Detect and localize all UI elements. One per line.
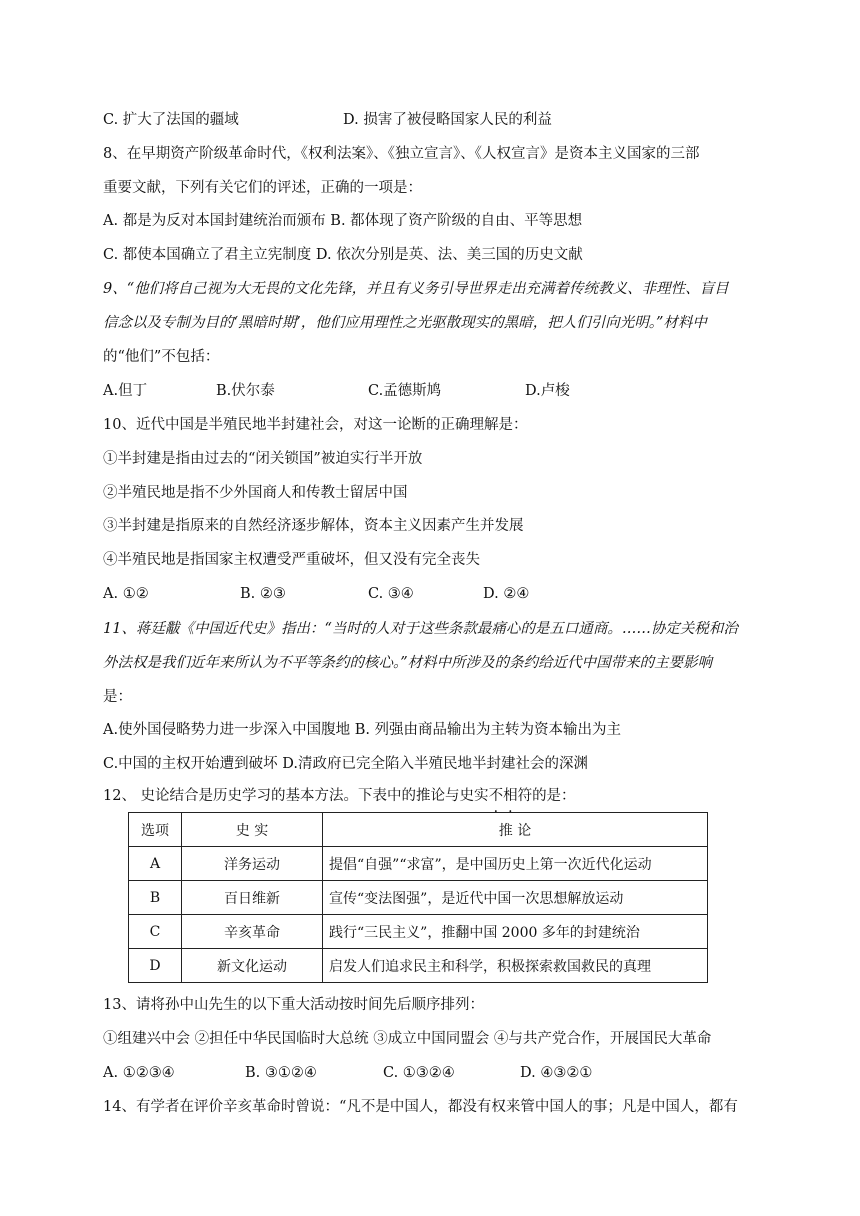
q10-option-c: C. ③④ — [368, 586, 414, 602]
table-cell: 辛亥革命 — [182, 915, 323, 949]
q10-option-d: D. ②④ — [483, 586, 530, 602]
emphasis-dot: 不 — [488, 788, 504, 804]
q13-stem: 13、请将孙中山先生的以下重大活动按时间先后顺序排列： — [103, 997, 484, 1013]
q7-option-d: D. 损害了被侵略国家人民的利益 — [343, 112, 552, 128]
q11-options-cd: C.中国的主权开始遭到破坏 D.清政府已完全陷入半殖民地半封建社会的深渊 — [103, 756, 589, 772]
table-header: 选项 — [129, 813, 182, 847]
q7-option-c: C. 扩大了法国的疆域 — [103, 112, 239, 128]
table-cell: 新文化运动 — [182, 949, 323, 983]
table-cell: D — [129, 949, 182, 983]
q10-item-2: ②半殖民地是指不少外国商人和传教士留居中国 — [103, 485, 408, 501]
q8-options-ab: A. 都是为反对本国封建统治而颁布 B. 都体现了资产阶级的自由、平等思想 — [103, 213, 583, 229]
q9-option-b: B.伏尔泰 — [216, 383, 275, 399]
table-cell: C — [129, 915, 182, 949]
q10-item-3: ③半封建是指原来的自然经济逐步解体，资本主义因素产生并发展 — [103, 518, 524, 534]
q9-stem-line1: 9、“他们将自己视为大无畏的文化先锋，并且有义务引导世界走出充满着传统教义、非理性、盲目 — [103, 281, 729, 297]
q13-option-d: D. ④③②① — [520, 1065, 593, 1081]
q9-option-a: A.但丁 — [103, 383, 148, 399]
history-table — [128, 812, 708, 983]
table-cell: 百日维新 — [182, 881, 323, 915]
q10-stem: 10、近代中国是半殖民地半封建社会，对这一论断的正确理解是： — [103, 417, 528, 433]
table-header-row — [129, 813, 708, 847]
q10-item-4: ④半殖民地是指国家主权遭受严重破坏，但又没有完全丧失 — [103, 552, 480, 568]
table-row — [129, 881, 708, 915]
q10-option-a: A. ①② — [103, 586, 149, 602]
q9-stem-line2: 信念以及专制为目的‘黑暗时期’，他们应用理性之光驱散现实的黑暗，把人们引向光明。”材料中 — [103, 315, 707, 331]
table-cell: 提倡“自强”“求富”，是中国历史上第一次近代化运动 — [323, 847, 708, 881]
emphasis-dot: 相 — [503, 788, 518, 804]
q8-stem-line2: 重要文献，下列有关它们的评述，正确的一项是： — [103, 180, 422, 196]
table-row — [129, 847, 708, 881]
q13-option-c: C. ①③②④ — [383, 1065, 455, 1081]
q8-options-cd: C. 都使本国确立了君主立宪制度 D. 依次分别是英、法、美三国的历史文献 — [103, 247, 583, 263]
q11-stem-line3: 是： — [103, 689, 132, 705]
q9-option-c: C.孟德斯鸠 — [368, 383, 442, 399]
table-cell: 启发人们追求民主和科学，积极探索救国救民的真理 — [323, 949, 708, 983]
q8-stem-line1: 8、在早期资产阶级革命时代，《权利法案》、《独立宣言》、《人权宣言》是资本主义国家的三部 — [103, 146, 700, 162]
table-cell: 宣传“变法图强”，是近代中国一次思想解放运动 — [323, 881, 708, 915]
table-row — [129, 915, 708, 949]
table-cell: 洋务运动 — [182, 847, 323, 881]
q9-option-d: D.卢梭 — [525, 383, 570, 399]
q14-stem-line1: 14、有学者在评价辛亥革命时曾说：“凡不是中国人，都没有权来管中国人的事；凡是中国人，都有 — [103, 1099, 738, 1115]
table-header: 推 论 — [323, 813, 708, 847]
q11-options-ab: A.使外国侵略势力进一步深入中国腹地 B. 列强由商品输出为主转为资本输出为主 — [103, 722, 622, 738]
q12-stem: 12、 史论结合是历史学习的基本方法。下表中的推论与史实不相符的是： — [103, 788, 576, 804]
q11-stem-line1: 11、蒋廷黻《中国近代史》指出：“当时的人对于这些条款最痛心的是五口通商。……协定关税和治 — [103, 621, 738, 637]
q13-option-b: B. ③①②④ — [245, 1065, 317, 1081]
q10-item-1: ①半封建是指由过去的“闭关锁国”被迫实行半开放 — [103, 451, 423, 467]
q13-items: ①组建兴中会 ②担任中华民国临时大总统 ③成立中国同盟会 ④与共产党合作，开展国民大革命 — [103, 1031, 712, 1047]
table-cell: A — [129, 847, 182, 881]
table-header: 史 实 — [182, 813, 323, 847]
table-cell: B — [129, 881, 182, 915]
q13-option-a: A. ①②③④ — [103, 1065, 175, 1081]
q9-stem-line3: 的“他们”不包括： — [103, 349, 220, 365]
table-cell: 践行“三民主义”，推翻中国 2000 多年的封建统治 — [323, 915, 708, 949]
q11-stem-line2: 外法权是我们近年来所认为不平等条约的核心。”材料中所涉及的条约给近代中国带来的主要影响 — [103, 655, 713, 671]
q10-option-b: B. ②③ — [240, 586, 286, 602]
table-row — [129, 949, 708, 983]
